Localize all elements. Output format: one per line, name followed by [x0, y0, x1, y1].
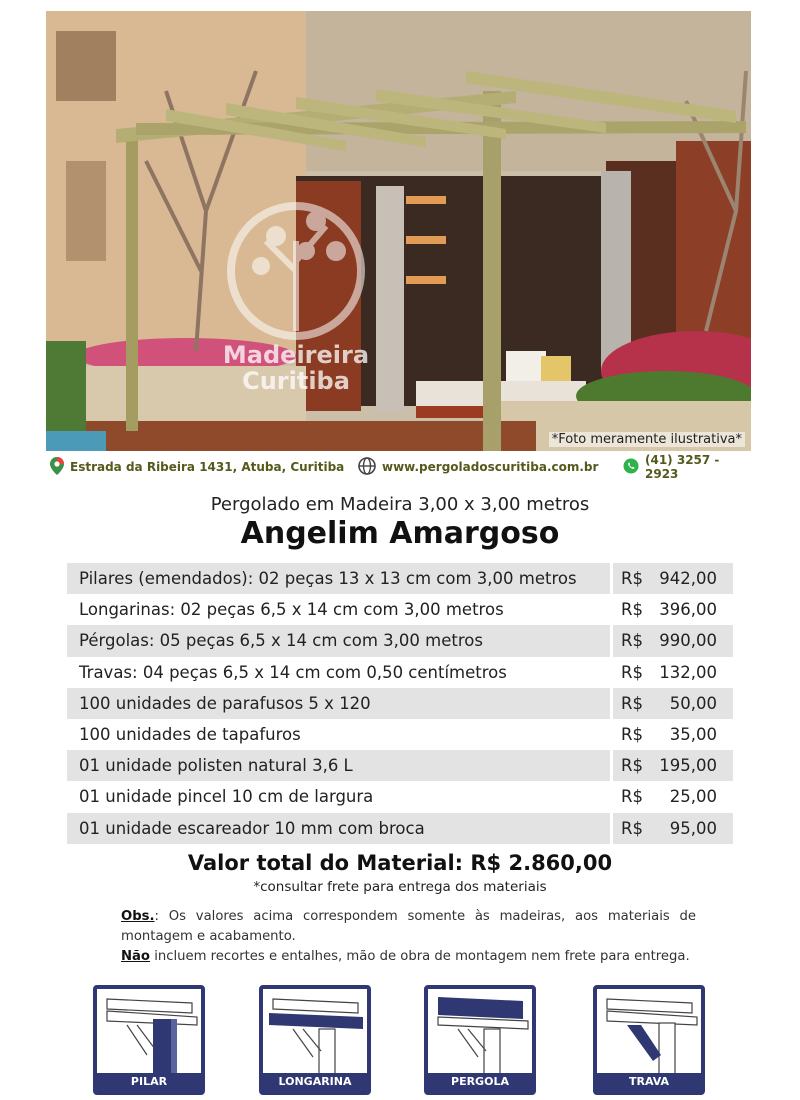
product-subtitle: Pergolado em Madeira 3,00 x 3,00 metros — [210, 494, 590, 515]
obs-text-2: incluem recortes e entalhes, mão de obra de montagem nem frete para entrega. — [150, 949, 690, 964]
phone-number[interactable]: (41) 3257 - 2923 — [645, 453, 720, 481]
diagram-trava — [593, 985, 705, 1095]
item-description: 01 unidade polisten natural 3,6 L — [67, 750, 610, 781]
obs-label: Obs. — [121, 909, 155, 924]
watermark-brand-line1: Madeireira — [222, 341, 370, 369]
item-description: 01 unidade escareador 10 mm com broca — [67, 813, 610, 844]
table-row — [67, 781, 733, 812]
item-description: 01 unidade pincel 10 cm de largura — [79, 787, 374, 807]
item-value: 195,00 — [649, 750, 733, 781]
address-item — [50, 456, 344, 478]
diagram-label: PILAR — [97, 1073, 201, 1091]
table-row — [67, 688, 733, 719]
diagram-pilar — [93, 985, 205, 1095]
diagram-pergola — [424, 985, 536, 1095]
hero-photo — [46, 11, 751, 451]
total-value: Valor total do Material: R$ 2.860,00 — [187, 851, 613, 875]
pilar-diagram-drawing — [97, 989, 201, 1075]
longarina-diagram-drawing — [263, 989, 367, 1075]
watermark-brand-line2: Curitiba — [242, 367, 350, 395]
item-currency: R$ — [613, 813, 649, 844]
pergola-diagram-drawing — [428, 989, 532, 1075]
freight-note: *consultar frete para entrega dos materiais — [253, 879, 547, 895]
phone-item[interactable] — [623, 453, 750, 481]
website-item[interactable] — [358, 456, 598, 478]
pergola-photo-illustration — [46, 11, 751, 451]
item-value: 132,00 — [659, 662, 717, 682]
observations — [121, 907, 696, 967]
diagram-label: TRAVA — [597, 1073, 701, 1091]
map-pin-icon — [50, 457, 64, 478]
item-value: 50,00 — [649, 688, 733, 719]
table-row — [67, 594, 733, 625]
address-text: Estrada da Ribeira 1431, Atuba, Curitiba — [70, 460, 345, 474]
whatsapp-icon — [623, 458, 639, 477]
item-currency: R$ — [621, 600, 643, 620]
diagram-label: PERGOLA — [428, 1073, 532, 1091]
diagram-label: LONGARINA — [263, 1073, 367, 1091]
website-link[interactable]: www.pergoladoscuritiba.com.br — [382, 460, 599, 474]
contact-bar — [50, 453, 750, 481]
item-value: 942,00 — [649, 563, 733, 594]
table-row — [67, 750, 733, 781]
trava-diagram-drawing — [597, 989, 701, 1075]
item-value: 396,00 — [659, 600, 717, 620]
item-value: 35,00 — [669, 725, 717, 745]
item-description: Pérgolas: 05 peças 6,5 x 14 cm com 3,00 metros — [67, 625, 610, 656]
item-currency: R$ — [621, 787, 643, 807]
item-description: Pilares (emendados): 02 peças 13 x 13 cm com 3,00 metros — [67, 563, 610, 594]
product-title: Angelim Amargoso — [240, 516, 560, 551]
price-table — [67, 563, 733, 844]
table-row — [67, 657, 733, 688]
item-value: 25,00 — [669, 787, 717, 807]
table-row — [67, 625, 733, 656]
table-row — [67, 813, 733, 844]
item-description: Longarinas: 02 peças 6,5 x 14 cm com 3,00 metros — [79, 600, 504, 620]
item-currency: R$ — [613, 750, 649, 781]
item-description: 100 unidades de tapafuros — [79, 725, 301, 745]
item-value: 95,00 — [649, 813, 733, 844]
photo-disclaimer: *Foto meramente ilustrativa* — [549, 432, 745, 447]
diagram-longarina — [259, 985, 371, 1095]
item-currency: R$ — [613, 625, 649, 656]
obs-label-2: Não — [121, 949, 150, 964]
table-row — [67, 563, 733, 594]
obs-text: : Os valores acima correspondem somente às madeiras, aos materiais de montagem e acabamento. — [121, 909, 696, 944]
item-description: 100 unidades de parafusos 5 x 120 — [67, 688, 610, 719]
item-value: 990,00 — [649, 625, 733, 656]
table-row — [67, 719, 733, 750]
item-description: Travas: 04 peças 6,5 x 14 cm com 0,50 centímetros — [79, 662, 507, 682]
item-currency: R$ — [613, 563, 649, 594]
item-currency: R$ — [621, 662, 643, 682]
item-currency: R$ — [621, 725, 643, 745]
item-currency: R$ — [613, 688, 649, 719]
globe-icon — [358, 457, 376, 478]
